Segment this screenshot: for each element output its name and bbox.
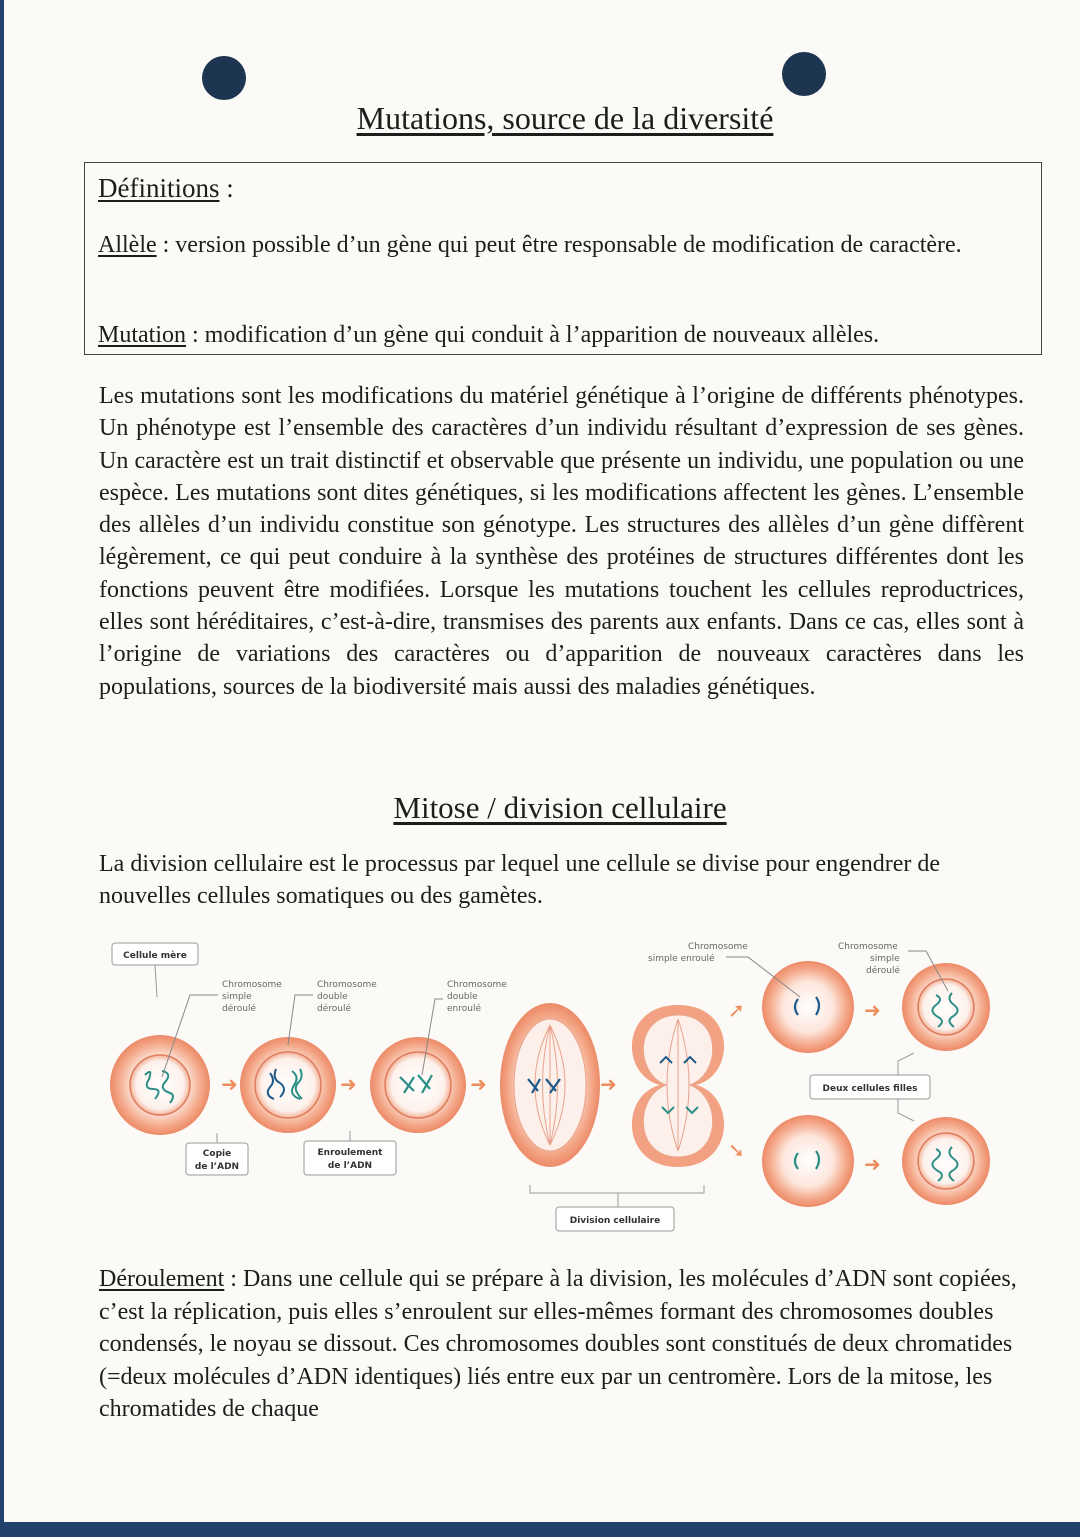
daughter-cell-top-condensed bbox=[762, 961, 854, 1053]
label-chromosome-double-deroule bbox=[288, 980, 377, 1045]
mutations-paragraph: Les mutations sont les modifications du matériel génétique à l’origine de différents phénotypes. Un phénotype est l’ensemble des caractères d’un individu résultant d’expression de ses gènes. Un caractère est un trait distinctif et observable que présente un individu, une population ou une espèce. Les mutations sont dites génétiques, si les modifications affectent les gènes. L’ensemble des allèles d’un individu constitue son génotype. Les structures des allèles d’un gène diffèrent légèrement, ce qui peut conduire à la synthèse des protéines de structures différentes dont les fonctions peuvent être modifiées. Lorsque les mutations touchent les cellules reproductrices, elles sont héréditaires, c’est-à-dire, transmises des parents aux enfants. Dans ce cas, elles sont à l’origine de variations des caractères ou d’apparition de nouveaux caractères dans les populations, sources de la biodiversité mais aussi des maladies génétiques. bbox=[99, 383, 1024, 700]
label-cellule-mere bbox=[112, 943, 198, 997]
svg-text:Copie: Copie bbox=[202, 1149, 232, 1159]
section-title-mitose: Mitose / division cellulaire bbox=[393, 790, 727, 825]
punch-hole-left bbox=[202, 56, 246, 100]
arrow-4-icon: ➜ bbox=[600, 1074, 617, 1096]
svg-text:Chromosome: Chromosome bbox=[222, 980, 282, 990]
cell-metaphase bbox=[500, 1003, 600, 1167]
definition-allele: Allèle : version possible d’un gène qui peut être responsable de modification de caractère. bbox=[98, 232, 962, 258]
svg-text:Deux cellules filles: Deux cellules filles bbox=[822, 1084, 918, 1094]
svg-text:déroulé: déroulé bbox=[222, 1004, 257, 1014]
arrow-3-icon: ➜ bbox=[470, 1074, 487, 1096]
definitions-box bbox=[84, 162, 1042, 355]
definitions-heading: Définitions : bbox=[98, 173, 234, 203]
cell-1 bbox=[110, 1035, 210, 1135]
arrow-8-icon: ➜ bbox=[864, 1154, 881, 1176]
svg-text:Division cellulaire: Division cellulaire bbox=[569, 1216, 661, 1226]
cell-3 bbox=[370, 1037, 466, 1133]
svg-text:double: double bbox=[317, 992, 348, 1002]
svg-text:simple: simple bbox=[222, 992, 252, 1002]
division-paragraph: La division cellulaire est le processus par lequel une cellule se divise pour engendrer de nouvelles cellules somatiques ou des gamètes. bbox=[99, 851, 941, 910]
label-copie-adn bbox=[186, 1133, 248, 1175]
label-enroulement-adn bbox=[304, 1131, 396, 1175]
svg-text:simple enroulé: simple enroulé bbox=[648, 954, 715, 964]
arrow-1-icon: ➜ bbox=[221, 1074, 238, 1096]
cell-2 bbox=[240, 1037, 336, 1133]
daughter-cell-top-uncoiled bbox=[902, 963, 990, 1051]
label-division-cellulaire bbox=[530, 1185, 704, 1231]
svg-text:Enroulement: Enroulement bbox=[317, 1148, 383, 1158]
svg-text:de l’ADN: de l’ADN bbox=[194, 1162, 240, 1172]
page-title: Mutations, source de la diversité bbox=[356, 100, 774, 136]
arrow-5-icon: ➚ bbox=[728, 1000, 745, 1022]
svg-text:Chromosome: Chromosome bbox=[447, 980, 507, 990]
label-deux-cellules-filles bbox=[810, 1053, 930, 1121]
scan-edge-left bbox=[0, 0, 4, 1537]
svg-text:déroulé: déroulé bbox=[866, 966, 901, 976]
scan-edge-bottom bbox=[0, 1522, 1080, 1537]
svg-text:Chromosome: Chromosome bbox=[688, 942, 748, 952]
svg-text:Chromosome: Chromosome bbox=[317, 980, 377, 990]
arrow-2-icon: ➜ bbox=[340, 1074, 357, 1096]
svg-text:de l’ADN: de l’ADN bbox=[327, 1161, 373, 1171]
punch-hole-right bbox=[782, 52, 826, 96]
mitosis-diagram bbox=[100, 935, 1000, 1235]
arrow-7-icon: ➜ bbox=[864, 1000, 881, 1022]
definition-mutation: Mutation : modification d’un gène qui conduit à l’apparition de nouveaux allèles. bbox=[98, 322, 880, 348]
cell-anaphase bbox=[632, 1005, 724, 1167]
daughter-cell-bottom-uncoiled bbox=[902, 1117, 990, 1205]
svg-text:simple: simple bbox=[870, 954, 900, 964]
daughter-cell-bottom-condensed bbox=[762, 1115, 854, 1207]
svg-text:Chromosome: Chromosome bbox=[838, 942, 898, 952]
svg-text:double: double bbox=[447, 992, 478, 1002]
arrow-6-icon: ➘ bbox=[728, 1140, 745, 1162]
deroulement-paragraph: Déroulement : Dans une cellule qui se prépare à la division, les molécules d’ADN sont copiées, c’est la réplication, puis elles s’enroulent sur elles-mêmes formant des chromosomes doubles condensés, le noyau se dissout. Ces chromosomes doubles sont constitués de deux chromatides (=deux molécules d’ADN identiques) liés entre eux par un centromère. Lors de la mitose, les chromatides de chaque bbox=[99, 1266, 1017, 1422]
svg-text:enroulé: enroulé bbox=[447, 1004, 481, 1014]
svg-text:Cellule mère: Cellule mère bbox=[123, 951, 187, 961]
svg-text:déroulé: déroulé bbox=[317, 1004, 352, 1014]
